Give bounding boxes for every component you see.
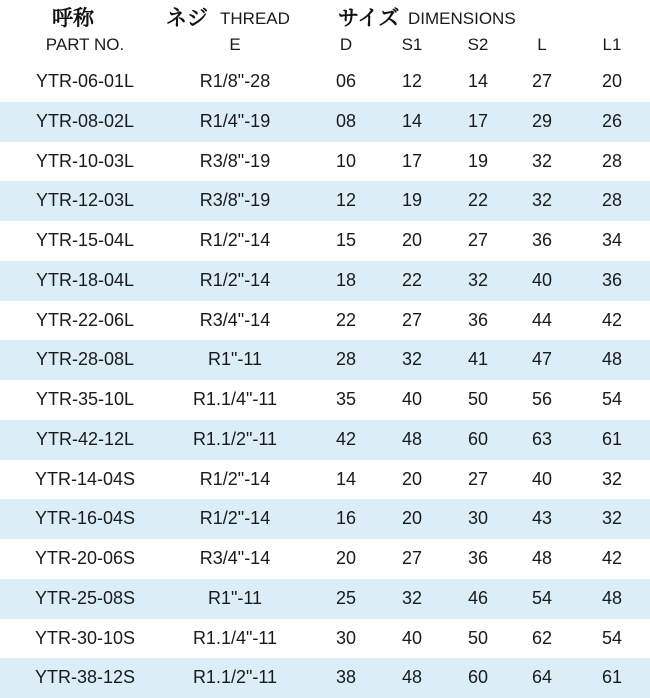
cell-l1: 61: [601, 667, 623, 688]
column-header-thread: E: [229, 35, 241, 54]
cell-d: 16: [335, 508, 357, 529]
header-name-jp: 呼称: [52, 5, 94, 30]
cell-l: 40: [531, 269, 553, 290]
header-thread-jp: ネジ: [166, 5, 208, 30]
cell-thread: R3/4"-14: [199, 548, 271, 568]
cell-thread: R1.1/2"-11: [192, 428, 278, 449]
cell-s1: 48: [401, 667, 423, 688]
cell-l1: 36: [601, 269, 623, 290]
cell-l: 32: [531, 150, 553, 171]
cell-part-number: YTR-16-04S: [34, 508, 136, 529]
cell-s2: 27: [467, 230, 489, 250]
column-header-s2: S2: [467, 35, 489, 54]
cell-d: 08: [335, 110, 357, 131]
table-row: [0, 62, 650, 102]
cell-l1: 42: [601, 548, 623, 568]
table-row: [0, 619, 650, 659]
cell-part-number: YTR-14-04S: [34, 468, 136, 489]
cell-l: 27: [531, 71, 553, 91]
cell-d: 20: [335, 548, 357, 568]
cell-part-number: YTR-35-10L: [35, 389, 135, 409]
cell-l1: 48: [601, 349, 623, 370]
cell-thread: R1/2"-14: [199, 269, 271, 290]
cell-s1: 20: [401, 230, 423, 250]
cell-d: 38: [335, 667, 357, 688]
table-row: [0, 658, 650, 698]
cell-d: 28: [335, 349, 357, 370]
cell-l: 64: [531, 667, 553, 688]
cell-s2: 41: [467, 349, 489, 370]
table-row: [0, 142, 650, 182]
cell-s1: 27: [401, 309, 423, 330]
cell-d: 35: [335, 389, 357, 409]
cell-s1: 12: [401, 71, 423, 91]
cell-s2: 30: [467, 508, 489, 529]
cell-part-number: YTR-15-04L: [35, 230, 135, 250]
cell-s2: 50: [467, 389, 489, 409]
cell-s2: 22: [467, 190, 489, 211]
table-row: [0, 181, 650, 221]
cell-l: 44: [531, 309, 553, 330]
cell-s1: 22: [401, 269, 423, 290]
cell-d: 15: [335, 230, 357, 250]
cell-l: 56: [531, 389, 553, 409]
table-row: [0, 539, 650, 579]
cell-d: 42: [335, 428, 357, 449]
cell-thread: R3/4"-14: [199, 309, 271, 330]
cell-part-number: YTR-22-06L: [35, 309, 135, 330]
cell-s2: 50: [467, 627, 489, 648]
cell-l: 43: [531, 508, 553, 529]
cell-l: 47: [531, 349, 553, 370]
cell-thread: R1.1/4"-11: [192, 389, 278, 409]
cell-s1: 32: [401, 587, 423, 608]
cell-part-number: YTR-18-04L: [35, 269, 135, 290]
cell-thread: R1/4"-19: [199, 110, 271, 131]
table-row: [0, 340, 650, 380]
cell-thread: R3/8"-19: [199, 190, 271, 211]
cell-s1: 48: [401, 428, 423, 449]
cell-thread: R3/8"-19: [199, 150, 271, 171]
cell-part-number: YTR-38-12S: [34, 667, 136, 688]
cell-l1: 28: [601, 150, 623, 171]
cell-part-number: YTR-06-01L: [35, 71, 135, 91]
cell-part-number: YTR-10-03L: [35, 150, 135, 171]
column-header-d: D: [339, 35, 353, 54]
column-header-s1: S1: [401, 35, 423, 54]
cell-s1: 20: [401, 508, 423, 529]
cell-s2: 60: [467, 667, 489, 688]
cell-l1: 26: [601, 110, 623, 131]
cell-l: 29: [531, 110, 553, 131]
cell-l1: 54: [601, 627, 623, 648]
cell-s2: 32: [467, 269, 489, 290]
table-row: [0, 380, 650, 420]
cell-l1: 32: [601, 508, 623, 529]
table-row: [0, 460, 650, 500]
cell-part-number: YTR-28-08L: [35, 349, 135, 370]
cell-l: 54: [531, 587, 553, 608]
table-header: [0, 0, 650, 62]
cell-s1: 27: [401, 548, 423, 568]
cell-l: 48: [531, 548, 553, 568]
cell-s2: 19: [467, 150, 489, 171]
cell-s2: 17: [467, 110, 489, 131]
cell-l1: 48: [601, 587, 623, 608]
cell-s1: 19: [401, 190, 423, 211]
cell-l1: 54: [601, 389, 623, 409]
cell-thread: R1"-11: [207, 587, 263, 608]
column-header-part: PART NO.: [45, 35, 125, 54]
header-thread-en: THREAD: [220, 9, 290, 28]
cell-s2: 36: [467, 548, 489, 568]
cell-s1: 32: [401, 349, 423, 370]
table-row: [0, 499, 650, 539]
cell-l1: 42: [601, 309, 623, 330]
table-body: [0, 62, 650, 698]
cell-thread: R1/2"-14: [199, 230, 271, 250]
cell-part-number: YTR-20-06S: [34, 548, 136, 568]
cell-s1: 40: [401, 627, 423, 648]
cell-l: 36: [531, 230, 553, 250]
header-dimensions-en: DIMENSIONS: [408, 9, 516, 28]
cell-s2: 36: [467, 309, 489, 330]
cell-thread: R1/2"-14: [199, 468, 271, 489]
cell-l1: 28: [601, 190, 623, 211]
cell-part-number: YTR-08-02L: [35, 110, 135, 131]
table-row: [0, 420, 650, 460]
cell-thread: R1.1/2"-11: [192, 667, 278, 688]
cell-d: 25: [335, 587, 357, 608]
cell-s2: 14: [467, 71, 489, 91]
cell-l1: 34: [601, 230, 623, 250]
cell-d: 18: [335, 269, 357, 290]
cell-d: 12: [335, 190, 357, 211]
cell-d: 06: [335, 71, 357, 91]
cell-d: 22: [335, 309, 357, 330]
table-row: [0, 301, 650, 341]
cell-d: 30: [335, 627, 357, 648]
cell-l1: 32: [601, 468, 623, 489]
cell-part-number: YTR-42-12L: [35, 428, 135, 449]
cell-l1: 61: [601, 428, 623, 449]
cell-d: 10: [335, 150, 357, 171]
cell-thread: R1.1/4"-11: [192, 627, 278, 648]
cell-thread: R1"-11: [207, 349, 263, 370]
cell-part-number: YTR-30-10S: [34, 627, 136, 648]
cell-s2: 27: [467, 468, 489, 489]
cell-l: 40: [531, 468, 553, 489]
table-row: [0, 221, 650, 261]
cell-s1: 20: [401, 468, 423, 489]
cell-s2: 46: [467, 587, 489, 608]
cell-l1: 20: [601, 71, 623, 91]
cell-s1: 14: [401, 110, 423, 131]
cell-s1: 40: [401, 389, 423, 409]
cell-thread: R1/8"-28: [199, 71, 271, 91]
table-row: [0, 261, 650, 301]
cell-l: 63: [531, 428, 553, 449]
cell-d: 14: [335, 468, 357, 489]
cell-part-number: YTR-12-03L: [35, 190, 135, 211]
header-size-jp: サイズ: [338, 5, 400, 30]
cell-s2: 60: [467, 428, 489, 449]
cell-thread: R1/2"-14: [199, 508, 271, 529]
cell-l: 62: [531, 627, 553, 648]
cell-part-number: YTR-25-08S: [34, 587, 136, 608]
column-header-l1: L1: [602, 35, 622, 54]
cell-l: 32: [531, 190, 553, 211]
column-header-l: L: [537, 35, 547, 54]
table-row: [0, 579, 650, 619]
table-row: [0, 102, 650, 142]
cell-s1: 17: [401, 150, 423, 171]
